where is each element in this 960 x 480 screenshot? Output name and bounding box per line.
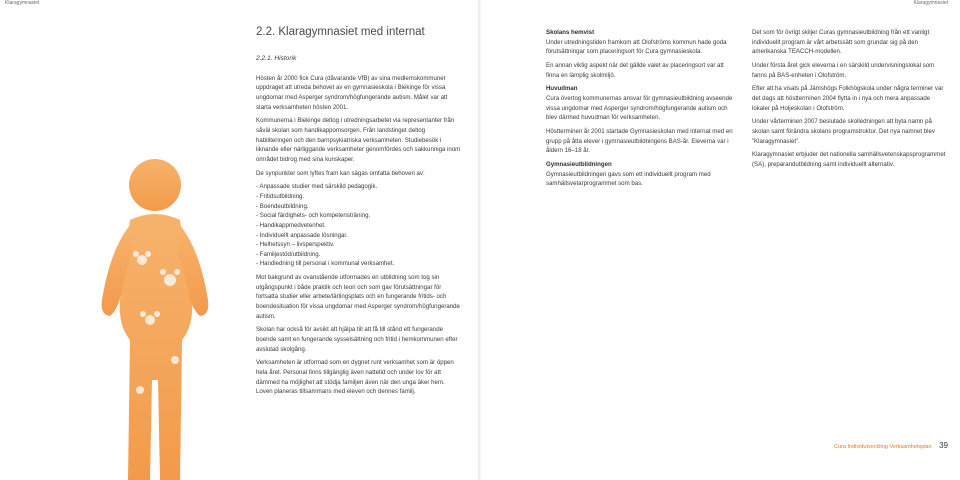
list-item: - Handikappmedvetenhet. [256,221,462,231]
paragraph: Det som för övrigt skiljer Curas gymnasieutbildning från ett vanligt individuellt program är vårt arbetssätt som grundar sig på den amerikanska TEACCH-modellen. [752,29,930,56]
text-column-3 [752,28,947,174]
footer-text: Cura Individutveckling Verksamhetsplan [834,444,932,450]
list-item: - Fritidsutbildning. [256,192,462,202]
paragraph: Under vårterminen 2007 beslutade skolledningen att byta namn på skolan samt förändra skolans programstruktur. Det nya namnet blev ”Klaragymnasiet”. [752,118,935,145]
paragraph: Efter att ha visats på Jämshögs Folkhögskola under några terminer var det dags att höstterminen 2004 flytta in i nya och mera anpassade lokaler på Holjeskolan i Olofström. [752,85,944,112]
list-item: - Familjestöd/utbildning. [256,250,462,260]
heading-gymnasieutbildningen: Gymnasieutbildningen [546,160,612,168]
chapter-title: 2.2. Klaragymnasiet med internat [256,26,425,38]
paragraph: Under första året gick eleverna i en särskild undervisningslokal som fanns på BAS-enheten i Olofström. [752,61,935,79]
list-item: - Boendeutbildning. [256,202,462,212]
text-column-2 [546,28,736,193]
list-item: - Individuellt anpassade lösningar. [256,231,462,241]
paragraph: Verksamheten är utformad som en dygnet runt verksamhet som är öppen hela året. Personal finns tillgänglig även nattetid och under lov för att dämmed ha möjlighet att stödja familjen även när den unga äker hem. Loven planeras tillsammans med eleven och dennes familj. [256,359,454,396]
running-head-left: Klaragymnasiet [5,0,40,6]
section-subheading: 2.2.1. Historik [256,55,297,62]
list-item: - Anpassade studier med särskild pedagogik. [256,182,462,192]
paragraph: Cura övertog kommunernas ansvar för gymnasieutbildning avseende vissa ungdomar med Asperger syndrom/högfungerande autism och blev därmed huvudman för verksamheten. [546,94,733,122]
paragraph: Hösten år 2000 fick Cura (dåvarande VfB) av sina medlemskommuner uppdraget att utreda behovet av en gymnasieskola i Blekinge för vissa ungdomar med Asperger syndrom/högfungerande autism. Målet var att starta verksamheten hösten 2001. [256,74,448,111]
paragraph: En annan viktig aspekt när det gällde valet av placeringsort var att finna en lämplig skolmiljö. [546,61,724,79]
paragraph: Gymnasieutbildningen gavs som ett individuellt program med samhällsvetarprogrammet som bas. [546,170,711,188]
list-item: - Social färdighets- och kompetensträning. [256,211,462,221]
running-head-right: Klaragymnasiet [913,0,948,6]
child-silhouette-illustration [80,150,240,480]
paragraph: Mot bakgrund av ovanstående utformades en utbildning som tog sin utgångspunkt i både praktik och teori och som gav förutsättningar för fortsatta studier eller arbete/lärlingsplats och en fungerande fritids- och boendesituation för vissa ungdomar med Asperger syndrom/högfungerande autism. [256,274,460,320]
paragraph: Skolan har också för avsikt att hjälpa till att få till stånd ett fungerande boende samt en fungerande sysselsättning och fritid i hemkommunen efter avslutad skolgång. [256,326,458,353]
page-number: 39 [939,441,948,450]
heading-huvudman: Huvudman [546,85,578,93]
list-item: - Helhetssyn – livsperspektiv. [256,240,462,250]
paragraph: Höstterminen år 2001 startade Gymnasieskolan med internat med en grupp på åtta elever i gymnasieutbildningens BAS-år. Eleverna var i åldern 16–18 år. [546,127,733,155]
heading-skolans-hemvist: Skolans hemvist [546,29,595,36]
child-silhouette-icon [80,150,240,480]
paragraph: De synpunkter som lyftes fram kan sägas omfatta behoven av: [256,169,425,177]
paragraph: Kommunerna i Blekinge deltog i utredningsarbetet via representanter från såväl skolan som handikappomsorgen. Från landstinget deltog habiliteringen och den barnpsykiatriska verksamheten. Studiebesök i liknande eller närliggande verksamheter genomfördes och sakkunniga inom området bidrog med sina kunskaper. [256,117,461,163]
paragraph: Klaragymnasiet erbjuder det nationella samhällsvetenskapsprogrammet (SA), preparandutbildning samt individuellt alternativ. [752,151,946,168]
text-column-1 [256,54,462,401]
page-gutter [478,0,484,480]
list-item: - Handledning till personal i kommunal verksamhet. [256,259,462,269]
needs-list [256,182,462,269]
paragraph: Under utredningstiden framkom att Olofströms kommun hade goda förutsättningar som placeringsort för Cura gymnasieskola. [546,38,727,56]
page-footer [834,441,948,450]
